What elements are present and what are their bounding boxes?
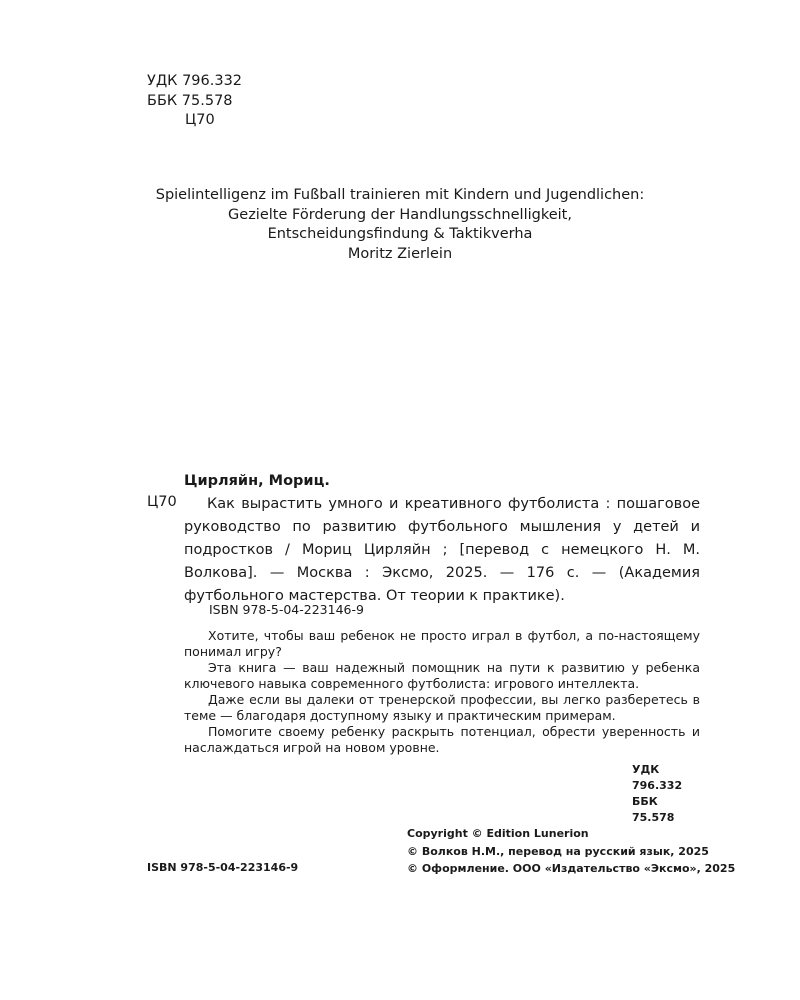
udk-code: УДК 796.332 — [147, 73, 243, 89]
copyright-line: © Оформление. ООО «Издательство «Эксмо», 2025 — [407, 862, 736, 875]
original-title-line: Entscheidungsfindung & Taktikverha — [267, 226, 533, 242]
isbn-bottom: ISBN 978-5-04-223146-9 — [147, 861, 299, 874]
original-title-block — [100, 186, 700, 264]
isbn-inline: ISBN 978-5-04-223146-9 — [209, 602, 364, 617]
author-heading: Цирляйн, Мориц. — [184, 473, 330, 489]
copyright-block — [407, 825, 735, 878]
annotation — [184, 628, 700, 756]
copyright-line: Copyright © Edition Lunerion — [407, 827, 589, 840]
entry-cipher: Ц70 — [147, 494, 177, 510]
bottom-classification-codes — [500, 762, 700, 826]
annotation-paragraph: Хотите, чтобы ваш ребенок не просто играл в футбол, а по-настоящему понимал игру? — [184, 628, 700, 659]
bbk-code: ББК 75.578 — [147, 92, 233, 109]
bottom-bbk-code: ББК 75.578 — [632, 795, 675, 824]
annotation-paragraph: Помогите своему ребенку раскрыть потенциал, обрести уверенность и наслаждаться игрой на новом уровне. — [184, 724, 700, 755]
author-cipher: Ц70 — [185, 112, 215, 128]
original-author: Moritz Zierlein — [347, 245, 453, 262]
copyright-line: © Волков Н.М., перевод на русский язык, 2025 — [407, 844, 709, 858]
bottom-udk-code: УДК 796.332 — [632, 763, 683, 792]
bibliographic-description: Как вырастить умного и креативного футболиста : пошаговое руководство по развитию футбольного мышления у детей и подростков / Мориц Цирляйн ; [перевод с немецкого Н. М. Волкова]. — Москва : Эксмо, 2025. — 176 с. — (Академия футбольного мастерства. От теории к практике). — [184, 496, 700, 604]
original-title-line: Gezielte Förderung der Handlungsschnelligkeit, — [228, 206, 572, 223]
classification-codes — [147, 72, 242, 131]
annotation-paragraph: Даже если вы далеки от тренерской профессии, вы легко разберетесь в теме — благодаря доступному языку и практическим примерам. — [184, 692, 700, 723]
annotation-paragraph: Эта книга — ваш надежный помощник на пути к развитию у ребенка ключевого навыка современного футболиста: игрового интеллекта. — [184, 660, 700, 691]
original-title-line: Spielintelligenz im Fußball trainieren mit Kindern und Jugendlichen: — [155, 187, 645, 203]
